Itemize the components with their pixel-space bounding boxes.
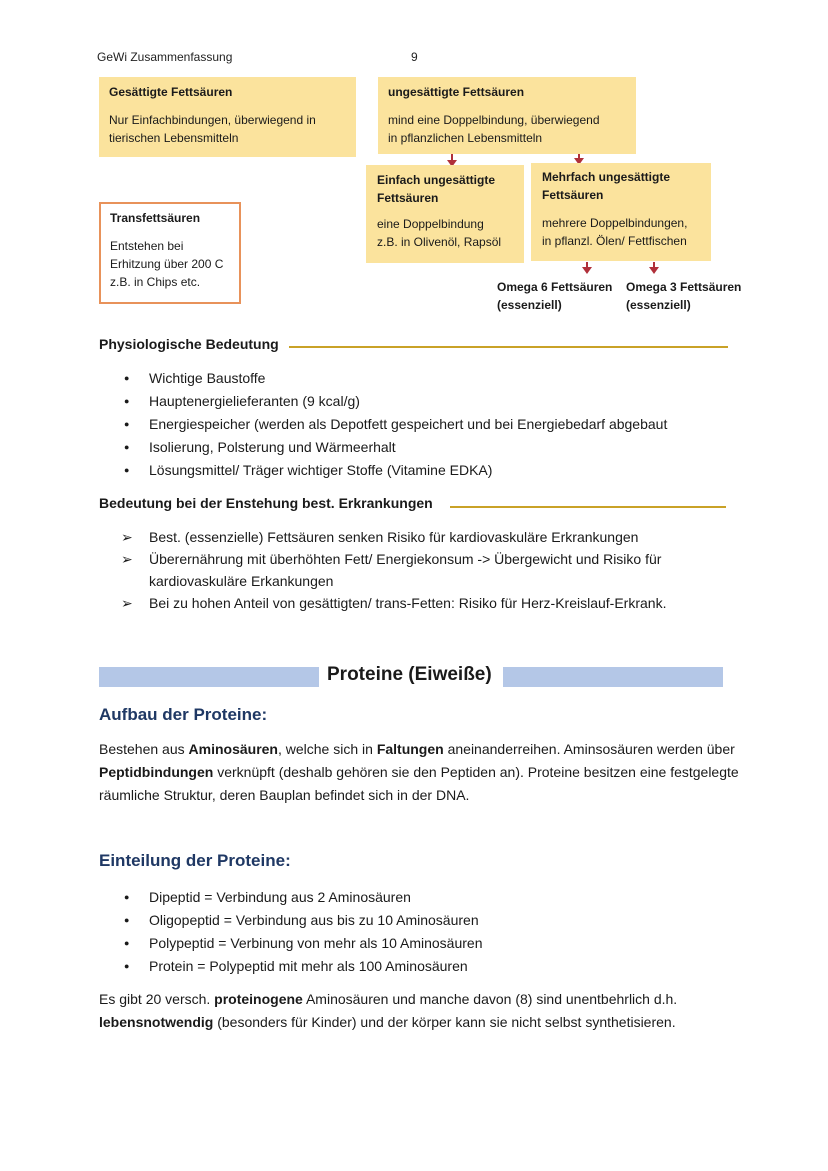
mono-unsaturated-title-1: Einfach ungesättigte [377,173,496,187]
title-band-right [503,667,723,687]
omega6-title: Omega 6 Fettsäuren [497,280,613,294]
diseases-rule [450,506,726,508]
poly-unsaturated-text-1: mehrere Doppelbindungen, [542,216,688,230]
term-aminosaeuren: Aminosäuren [188,741,278,757]
term-faltungen: Faltungen [376,741,444,757]
text-run: verknüpft (deshalb gehören sie den Peptiden an). Proteine besitzen eine festgelegte räumliche Struktur, deren Bauplan befindet sich in der DNA. [99,764,739,803]
poly-unsaturated-box [531,163,711,261]
trans-fat-text-2: Erhitzung über 200 C [110,257,224,271]
text-run: Bestehen aus [99,741,189,757]
trans-fat-text-1: Entstehen bei [110,239,184,253]
list-item: ● Lösungsmittel/ Träger wichtiger Stoffe (Vitamine EDKA) [99,459,779,482]
list-item: ➢ Bei zu hohen Anteil von gesättigten/ trans-Fetten: Risiko für Herz-Kreislauf-Erkrank. [99,592,739,614]
document-title: GeWi Zusammenfassung [97,50,233,64]
physiological-rule [289,346,728,348]
classification-list [99,886,739,978]
term-proteinogene: proteinogene [214,991,303,1007]
diseases-list [99,526,739,614]
diseases-heading: Bedeutung bei der Enstehung best. Erkrankungen [99,495,433,511]
list-item: ➢ Best. (essenzielle) Fettsäuren senken Risiko für kardiovaskuläre Erkrankungen [99,526,739,548]
unsaturated-fat-text-1: mind eine Doppelbindung, überwiegend [388,113,600,127]
list-item: ● Isolierung, Polsterung und Wärmeerhalt [99,436,779,459]
omega6-note: (essenziell) [497,298,562,312]
saturated-fat-box [99,77,356,157]
list-item: ● Polypeptid = Verbinung von mehr als 10 Aminosäuren [99,932,739,955]
classification-heading: Einteilung der Proteine: [99,851,291,870]
mono-unsaturated-title-2: Fettsäuren [377,191,439,205]
structure-heading: Aufbau der Proteine: [99,705,268,724]
text-run: aneinanderreihen. Aminsosäuren werden über [443,741,735,757]
saturated-fat-text-2: tierischen Lebensmitteln [109,131,239,145]
list-item: ● Energiespeicher (werden als Depotfett gespeichert und bei Energiebedarf abgebaut [99,413,779,436]
list-item: ➢ Überernährung mit überhöhten Fett/ Energiekonsum -> Übergewicht und Risiko für kardiovaskuläre Erkankungen [99,548,739,592]
poly-unsaturated-title-1: Mehrfach ungesättigte [542,170,671,184]
text-run: , welche sich in [277,741,377,757]
page-number: 9 [411,50,418,64]
trans-fat-text-3: z.B. in Chips etc. [110,275,201,289]
physiological-heading: Physiologische Bedeutung [99,336,279,352]
proteins-title: Proteine (Eiweiße) [327,664,492,685]
poly-unsaturated-text-2: in pflanzl. Ölen/ Fettfischen [542,234,687,248]
physiological-list [99,367,779,482]
omega3-label [626,278,741,314]
mono-unsaturated-text-1: eine Doppelbindung [377,217,484,231]
list-item: ● Wichtige Baustoffe [99,367,779,390]
omega3-title: Omega 3 Fettsäuren [626,280,742,294]
trans-fat-title: Transfettsäuren [110,211,201,225]
saturated-fat-text-1: Nur Einfachbindungen, überwiegend in [109,113,316,127]
list-item: ● Dipeptid = Verbindung aus 2 Aminosäuren [99,886,739,909]
list-item: ● Oligopeptid = Verbindung aus bis zu 10 Aminosäuren [99,909,739,932]
text-run: Es gibt 20 versch. [99,991,215,1007]
amino-acids-paragraph [99,988,739,1034]
trans-fat-box [99,202,241,304]
title-band-left [99,667,319,687]
mono-unsaturated-text-2: z.B. in Olivenöl, Rapsöl [377,235,502,249]
mono-unsaturated-box [366,165,524,263]
unsaturated-fat-text-2: in pflanzlichen Lebensmitteln [388,131,543,145]
unsaturated-fat-title: ungesättigte Fettsäuren [388,85,525,99]
omega3-note: (essenziell) [626,298,691,312]
text-run: Aminosäuren und manche davon (8) sind unentbehrlich d.h. [302,991,678,1007]
structure-paragraph [99,738,739,807]
term-lebensnotwendig: lebensnotwendig [99,1014,214,1030]
unsaturated-fat-box [378,77,636,154]
omega6-label [497,278,612,314]
text-run: (besonders für Kinder) und der körper kann sie nicht selbst synthetisieren. [213,1014,676,1030]
poly-unsaturated-title-2: Fettsäuren [542,188,604,202]
list-item: ● Protein = Polypeptid mit mehr als 100 Aminosäuren [99,955,739,978]
term-peptidbindungen: Peptidbindungen [99,764,214,780]
saturated-fat-title: Gesättigte Fettsäuren [109,85,233,99]
list-item: ● Hauptenergielieferanten (9 kcal/g) [99,390,779,413]
